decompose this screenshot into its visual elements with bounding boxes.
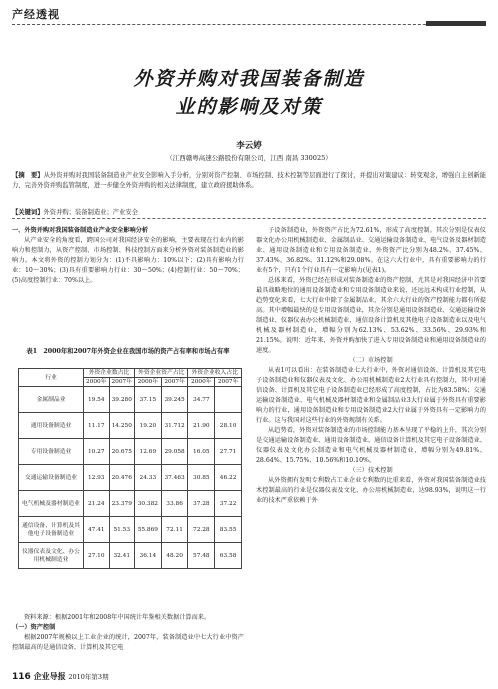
table-cell: 21.24 (84, 491, 110, 517)
article-title-line1: 外资并购对我国装备制造 (133, 68, 365, 90)
table-cell: 29.058 (161, 439, 188, 465)
table-cell: 57.48 (188, 543, 215, 569)
table-cell: 14.250 (109, 413, 135, 439)
table-cell: 24.33 (135, 465, 162, 491)
table-cell: 12.93 (84, 465, 110, 491)
table-cell: 28.10 (215, 413, 242, 439)
table-row (19, 543, 242, 569)
table-cell: 30.382 (135, 491, 162, 517)
paragraph: 根据2007年规模以上工业企业的统计，2007年，装备制造业中七大行业中资产控制最高的是通信设备、计算机及其它电 (12, 634, 244, 651)
table-header-year: 2007年 (161, 378, 188, 387)
table-row-label: 金属制品业 (19, 387, 84, 413)
table-cell: 39.245 (161, 387, 188, 413)
table-row (19, 413, 242, 439)
table-cell: 20.476 (109, 465, 135, 491)
section-heading-4: （三）技术控制 (349, 467, 393, 474)
author: 李云婷 (236, 141, 262, 151)
table-cell: 39.280 (109, 387, 135, 413)
abstract-text: 从外资并购对我国装备制造业产业安全影响入手分析，分别对资产控制、市场控制、技术控制等层面进行了探讨，并提出对策建议：转变观念，增强自主创新能力，完善外资并购监管制度，进一步健全外资并购的相关法律制度，建立政府援助体系。 (12, 172, 487, 189)
table-row (19, 517, 242, 543)
table-row-label: 电气机械及器材制造业 (19, 491, 84, 517)
section-tag: 产经透视 (12, 8, 60, 21)
table-cell: 30.85 (188, 465, 215, 491)
table-source: 资料来源：根据2001年和2008年中国统计年鉴相关数据计算而来。 (24, 614, 211, 621)
paragraph: 从产业安全的角度看，跨国公司对我国经济安全的影响，主要表现在行业内的影响力和控制力，从资产控制、市场控制、科技控制方面来分析外资对装备制造业的影响力。本文将外资的控制力划分为：(1)不具影响力：10%以下；(2)具有影响力行业：10～30%；(3)具有重要影响力行业：30～50%；(4)控制行业：50～70%；(5)高度控制行业：70%以上。 (12, 237, 244, 284)
page-number: 116 (12, 672, 31, 682)
table-cell: 19.54 (84, 387, 110, 413)
table-cell: 83.55 (215, 517, 242, 543)
table-row-label: 交通运输设备制造业 (19, 465, 84, 491)
table-cell: 36.14 (135, 543, 162, 569)
table-cell: 37.463 (161, 465, 188, 491)
data-table (18, 368, 242, 569)
table-row (19, 387, 242, 413)
abstract (12, 171, 486, 191)
table-row-label: 专用设备制造业 (19, 439, 84, 465)
table-row-label: 通信设备、计算机及其他电子设备制造业 (19, 517, 84, 543)
table-row-label: 仪器仪表及文化、办公用机械制造业 (19, 543, 84, 569)
keywords-label: 【关键词】 (12, 209, 44, 216)
table-header-year: 2007年 (109, 378, 135, 387)
article-title-line2: 业的影响及对策 (175, 96, 323, 118)
table-cell: 47.41 (84, 517, 110, 543)
table-cell: 34.77 (188, 387, 215, 413)
table-cell: 72.28 (188, 517, 215, 543)
table-cell: 37.22 (215, 491, 242, 517)
table-cell: 37.28 (188, 491, 215, 517)
keywords-text: 外资并购；装备制造业；产业安全 (43, 209, 138, 216)
table-cell (215, 387, 242, 413)
table-row (19, 439, 242, 465)
table-cell: 27.10 (84, 543, 110, 569)
table-header-year: 2000年 (135, 378, 162, 387)
table-cell: 21.90 (188, 413, 215, 439)
left-column-lower (12, 613, 244, 653)
keywords (12, 207, 486, 216)
affiliation: （江西赣粤高速公路股份有限公司，江西 南昌 330025） (166, 154, 332, 162)
table-cell: 16.05 (188, 439, 215, 465)
page-footer (12, 671, 109, 682)
paragraph: 从趋势看，外资对装备制造业的市场控制能力基本呈现了平稳的上升，其次分别是交通运输设备制造业、通用设备制造业、通信设备计算机及其它电子设备制造业、仪器仪表及文化办公制造业和电气机械及器材制造业，增幅分别为49.81%、28.64%、15.75%、10.56%和10.10%。 (256, 427, 486, 464)
table-cell: 46.22 (215, 465, 242, 491)
table-cell: 63.58 (215, 543, 242, 569)
section-heading-1: 一、外资并购对我国装备制造业产业安全影响分析 (12, 227, 149, 234)
table-cell: 31.712 (161, 413, 188, 439)
table-cell: 51.53 (109, 517, 135, 543)
table-cell: 55.869 (135, 517, 162, 543)
header-rule (12, 24, 486, 25)
paragraph: 总体来看，外资已经在形成对装备制造业的资产控制，尤其是对我国经济中首要最具战略地位的通用设备制造业和专用设备制造业来说，还远远未构成行业控制，从趋势变化来看，七大行业中除了金属制品业，其余六大行业的资产控制能力都有所提高。其中增幅最快的是专用设备制造业，其余分别是通用设备制造业、交通运输设备制造业、仪器仪表办公机械制造业、通信设备计算机及其他电子设备制造业以及电气机械及器材制造业，增幅分别为62.13%、53.62%、33.56%、29.93%和21.15%。说明：近年来，外资并购加快了进入专用设备制造业和通用设备制造业的速度。 (256, 277, 486, 354)
table-row-label: 通用设备制造业 (19, 413, 84, 439)
left-column (12, 226, 244, 286)
table-cell: 72.11 (161, 517, 188, 543)
table-cell: 23.379 (109, 491, 135, 517)
journal-name: 企业导报 (33, 672, 66, 681)
table-cell: 11.17 (84, 413, 110, 439)
paragraph: 从表1可以看出：在装备制造业七大行业中，外资对通信设备、计算机及其它电子设备制造业和仪器仪表及文化、办公用机械制造业2大行业具有控制力，其中对通信设备、计算机及其它电子设备制造业已经形成了高度控制，占比为83.58%；交通运输设备制造业、电气机械及器材制造业和金属制品业3大行业属于外资具有重要影响力的行业，通用设备制造业和专用设备制造业2大行业属于外资具有一定影响力的行业。这与我国对这些行业的外资规制有关系。 (256, 367, 486, 424)
right-column (256, 226, 486, 506)
paragraph: 从外资拥有发明专利数占工业企业专利数的比重来看，外资对我国装备制造业技术控制最高的行业是仪器仪表及文化、办公用机械制造业，达98.93%，说明这一行业的技术严重依赖于外 (256, 477, 486, 504)
table-row (19, 465, 242, 491)
table-header-year: 2007年 (215, 378, 242, 387)
table-cell: 37.15 (135, 387, 162, 413)
table-cell: 33.86 (161, 491, 188, 517)
section-heading-3: （二）市场控制 (349, 357, 393, 364)
table-header-year: 2000年 (188, 378, 215, 387)
table-header-year: 2000年 (84, 378, 110, 387)
table-caption: 表1 2000年和2007年外资企业在我国市场的资产占有率和市场占有率 (26, 348, 230, 355)
table-cell: 20.675 (109, 439, 135, 465)
header-bar (426, 21, 486, 26)
abstract-label: 【摘 要】 (12, 172, 44, 179)
table-cell: 10.27 (84, 439, 110, 465)
section-heading-2: （一）资产控制 (12, 624, 56, 631)
journal-issue: 2010年第3期 (68, 673, 109, 681)
table-cell: 32.41 (109, 543, 135, 569)
table-header-group3: 外资企业收入占比 (188, 369, 242, 378)
table-cell: 27.71 (215, 439, 242, 465)
table-header-group1: 外资企业数占比 (84, 369, 135, 378)
table-cell: 48.20 (161, 543, 188, 569)
table-header-group2: 外资企业资产占比 (135, 369, 188, 378)
table-cell: 19.20 (135, 413, 162, 439)
separator (12, 218, 486, 219)
table-row (19, 491, 242, 517)
table-cell: 12.69 (135, 439, 162, 465)
table-header-industry: 行业 (19, 369, 84, 387)
paragraph: 子设备制造业，外资资产占比为72.61%，形成了高度控制。其次分别是仪表仪器文化办公用机械制造业、金属制品业、交通运输设备制造业、电气设备及器材制造业、通用设备制造业和专用设备制造业，外资资产比分别为48.2%、37.45%、37.43%、36.82%、31.12%和29.08%。在这六大行业中，具有重要影响力的行业有5个，只有1个行业具有一定影响力(见表1)。 (256, 227, 486, 274)
